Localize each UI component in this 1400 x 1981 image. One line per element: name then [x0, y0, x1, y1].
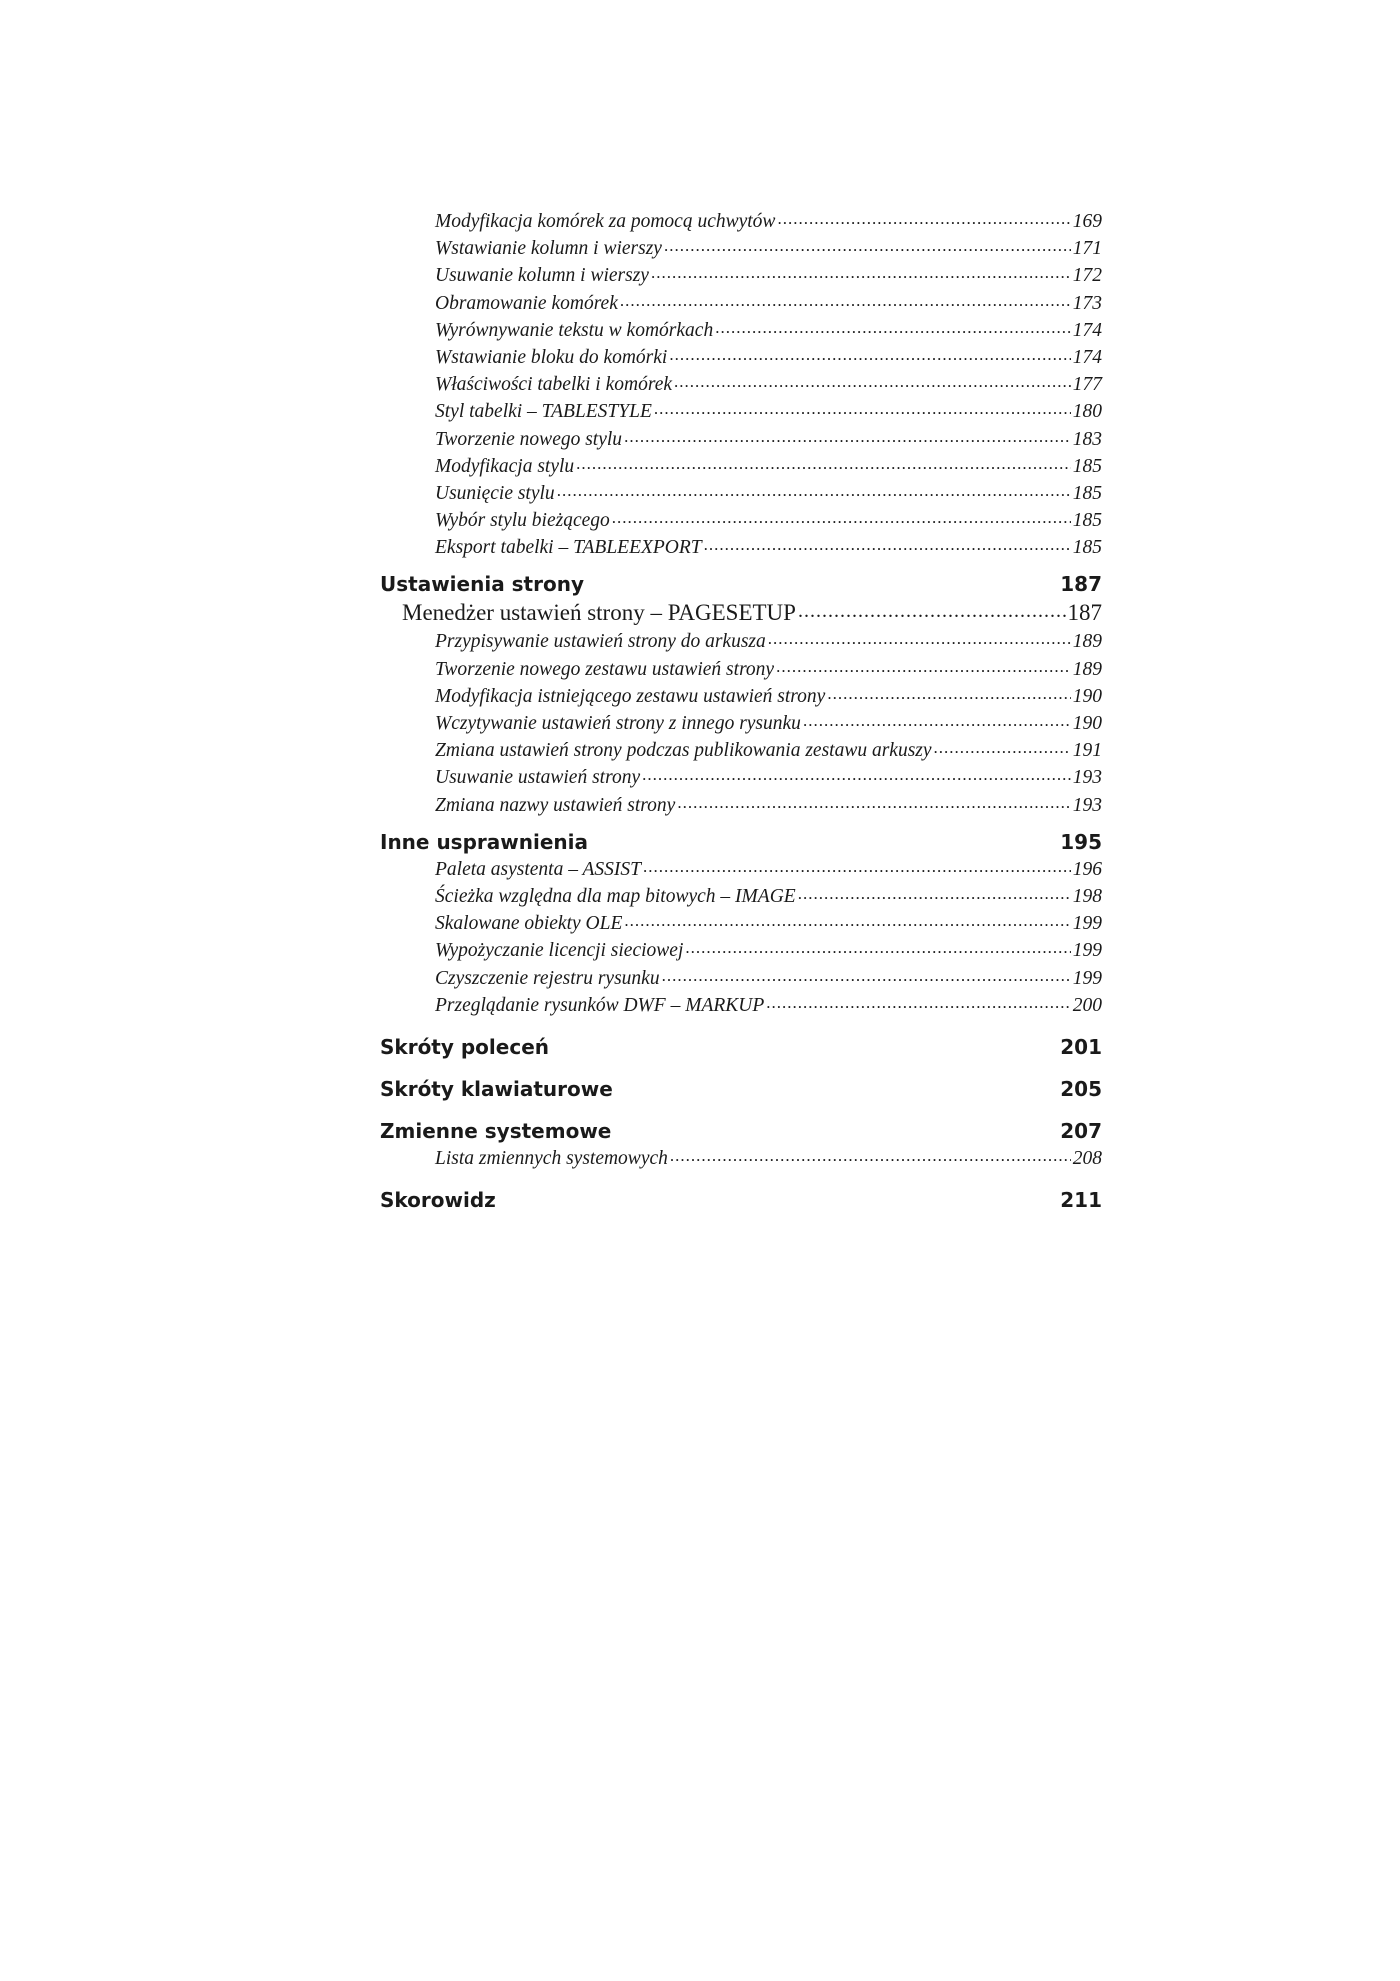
toc-dot-leader: [827, 680, 1070, 707]
toc-entry[interactable]: [380, 398, 1102, 425]
toc-entry-label: Usuwanie kolumn i wierszy: [435, 265, 649, 287]
toc-entry-label: Modyfikacja komórek za pomocą uchwytów: [435, 211, 776, 232]
toc-chapter-page: 201: [1060, 1034, 1102, 1059]
toc-entry-label: Modyfikacja istniejącego zestawu ustawień strony: [435, 685, 826, 707]
toc-dot-leader: [777, 205, 1070, 232]
toc-chapter-page: 207: [1060, 1118, 1102, 1143]
toc-entry[interactable]: [380, 371, 1102, 398]
toc-entry-label: Właściwości tabelki i komórek: [435, 374, 673, 396]
toc-entry-label: Zmiana nazwy ustawień strony: [435, 794, 676, 816]
toc-entry-page: 174: [1072, 319, 1102, 341]
toc-dot-leader: [654, 395, 1071, 422]
toc-entry-label: Ścieżka względna dla map bitowych – IMAGE: [435, 885, 796, 907]
toc-entry-page: 177: [1072, 374, 1102, 396]
toc-dot-leader: [674, 368, 1071, 395]
toc-dot-leader: [669, 341, 1070, 368]
toc-entry-page: 189: [1072, 631, 1102, 653]
toc-entry-page: 193: [1072, 767, 1102, 789]
toc-entry-page: 190: [1072, 685, 1102, 707]
toc-dot-leader: [624, 907, 1070, 934]
toc-chapter-title: Skróty klawiaturowe: [380, 1076, 613, 1101]
toc-entry-page: 196: [1072, 858, 1102, 880]
toc-dot-leader: [803, 707, 1071, 734]
toc-entry-page: 185: [1072, 455, 1102, 477]
toc-chapter-skroty-polecen[interactable]: [380, 1033, 1102, 1061]
toc-entry-label: Tworzenie nowego zestawu ustawień strony: [435, 658, 775, 680]
toc-dot-leader: [643, 853, 1071, 880]
toc-entry-page: 190: [1072, 713, 1102, 734]
toc-chapter-title: Inne usprawnienia: [380, 829, 588, 854]
toc-dot-leader: [664, 232, 1071, 259]
toc-dot-leader: [670, 1142, 1071, 1169]
toc-entry[interactable]: [380, 992, 1102, 1019]
toc-entry[interactable]: [380, 856, 1102, 883]
toc-entry-label: Tworzenie nowego stylu: [435, 428, 623, 450]
toc-dot-leader: [768, 625, 1071, 652]
toc-section-page: 187: [1067, 600, 1102, 626]
toc-entry[interactable]: [380, 910, 1102, 937]
toc-entry-page: 208: [1072, 1147, 1102, 1169]
toc-entry-page: 185: [1072, 482, 1102, 504]
toc-entry-page: 174: [1072, 346, 1102, 368]
toc-block-page-setup: [380, 628, 1102, 818]
toc-dot-leader: [624, 423, 1071, 450]
toc-entry-label: Obramowanie komórek: [435, 292, 618, 314]
toc-entry-label: Przeglądanie rysunków DWF – MARKUP: [435, 994, 765, 1016]
toc-chapter-zmienne-systemowe[interactable]: [380, 1117, 1102, 1145]
toc-entry[interactable]: [380, 628, 1102, 655]
toc-entry-page: 171: [1072, 238, 1102, 260]
toc-entry-label: Skalowane obiekty OLE: [435, 913, 623, 935]
toc-chapter-page: 195: [1060, 829, 1102, 854]
toc-entry-page: 193: [1072, 794, 1102, 816]
toc-entry-label: Eksport tabelki – TABLEEXPORT: [435, 537, 702, 559]
toc-dot-leader: [677, 789, 1070, 816]
toc-dot-leader: [620, 287, 1071, 314]
toc-entry[interactable]: [380, 344, 1102, 371]
toc-block-system-variables: [380, 1145, 1102, 1172]
toc-entry-label: Wstawianie kolumn i wierszy: [435, 238, 662, 260]
toc-entry-page: 172: [1072, 265, 1102, 287]
toc-entry[interactable]: [380, 683, 1102, 710]
toc-dot-leader: [557, 477, 1071, 504]
toc-entry-label: Wyrównywanie tekstu w komórkach: [435, 319, 714, 341]
toc-chapter-page: 211: [1060, 1188, 1102, 1213]
toc-dot-leader: [685, 934, 1070, 961]
toc-section-label: Menedżer ustawień strony – PAGESETUP: [402, 600, 796, 626]
toc-entry-page: 200: [1072, 994, 1102, 1016]
toc-entry-label: Wypożyczanie licencji sieciowej: [435, 940, 684, 962]
toc-dot-leader: [766, 989, 1070, 1016]
toc-entry[interactable]: [380, 317, 1102, 344]
toc-dot-leader: [662, 962, 1071, 989]
toc-dot-leader: [704, 531, 1071, 558]
toc-entry[interactable]: [380, 262, 1102, 289]
toc-entry-label: Czyszczenie rejestru rysunku: [435, 967, 660, 989]
toc-chapter-title: Ustawienia strony: [380, 572, 584, 597]
toc-entry[interactable]: [380, 480, 1102, 507]
toc-entry-page: 169: [1072, 211, 1102, 232]
table-of-contents: [380, 208, 1102, 1214]
toc-dot-leader: [798, 595, 1066, 626]
toc-entry-label: Wstawianie bloku do komórki: [435, 346, 668, 368]
toc-entry[interactable]: [380, 764, 1102, 791]
toc-entry-page: 180: [1072, 401, 1102, 423]
toc-dot-leader: [934, 734, 1071, 761]
toc-entry-page: 189: [1072, 658, 1102, 680]
toc-chapter-title: Skorowidz: [380, 1188, 496, 1213]
toc-entry[interactable]: [380, 534, 1102, 561]
toc-entry-label: Modyfikacja stylu: [435, 455, 575, 477]
toc-entry-page: 173: [1072, 292, 1102, 314]
toc-entry-label: Wczytywanie ustawień strony z innego rysunku: [435, 713, 801, 734]
toc-entry[interactable]: [380, 737, 1102, 764]
toc-dot-leader: [642, 761, 1071, 788]
toc-section-menedzer[interactable]: [380, 598, 1102, 628]
toc-entry[interactable]: [380, 710, 1102, 737]
toc-entry[interactable]: [380, 290, 1102, 317]
toc-entry[interactable]: [380, 1145, 1102, 1172]
toc-chapter-skroty-klawiaturowe[interactable]: [380, 1075, 1102, 1103]
toc-entry-label: Wybór stylu bieżącego: [435, 510, 610, 532]
toc-entry-page: 183: [1072, 428, 1102, 450]
toc-entry-label: Styl tabelki – TABLESTYLE: [435, 401, 652, 423]
toc-entry[interactable]: [380, 507, 1102, 534]
toc-entry-label: Usunięcie stylu: [435, 482, 555, 504]
toc-dot-leader: [651, 259, 1071, 286]
toc-entry[interactable]: [380, 453, 1102, 480]
toc-dot-leader: [576, 450, 1071, 477]
toc-entry-page: 185: [1072, 510, 1102, 532]
toc-entry-page: 191: [1072, 740, 1102, 762]
toc-chapter-title: Skróty poleceń: [380, 1034, 550, 1059]
toc-block-tables: [380, 208, 1102, 561]
toc-entry-label: Paleta asystenta – ASSIST: [435, 858, 641, 880]
toc-entry-page: 198: [1072, 885, 1102, 907]
toc-entry[interactable]: [380, 208, 1102, 235]
toc-entry[interactable]: [380, 426, 1102, 453]
toc-entry[interactable]: [380, 965, 1102, 992]
toc-dot-leader: [612, 504, 1071, 531]
toc-entry-page: 185: [1072, 537, 1102, 559]
toc-chapter-title: Zmienne systemowe: [380, 1118, 612, 1143]
toc-chapter-ustawienia-strony[interactable]: [380, 570, 1102, 598]
toc-chapter-page: 187: [1060, 572, 1102, 597]
toc-entry[interactable]: [380, 937, 1102, 964]
toc-entry-page: 199: [1072, 967, 1102, 989]
toc-entry-label: Zmiana ustawień strony podczas publikowania zestawu arkuszy: [435, 740, 932, 762]
toc-chapter-inne-usprawnienia[interactable]: [380, 828, 1102, 856]
toc-dot-leader: [798, 880, 1071, 907]
toc-entry-label: Lista zmiennych systemowych: [435, 1147, 668, 1169]
toc-entry[interactable]: [380, 235, 1102, 262]
toc-entry-label: Przypisywanie ustawień strony do arkusza: [435, 631, 766, 653]
toc-dot-leader: [715, 314, 1071, 341]
toc-chapter-page: 205: [1060, 1076, 1102, 1101]
toc-entry-page: 199: [1072, 940, 1102, 962]
toc-dot-leader: [776, 653, 1071, 680]
toc-chapter-skorowidz[interactable]: [380, 1186, 1102, 1214]
toc-entry[interactable]: [380, 883, 1102, 910]
toc-entry-label: Usuwanie ustawień strony: [435, 767, 641, 789]
toc-entry[interactable]: [380, 792, 1102, 819]
toc-block-improvements: [380, 856, 1102, 1019]
toc-entry[interactable]: [380, 656, 1102, 683]
toc-entry-page: 199: [1072, 913, 1102, 935]
